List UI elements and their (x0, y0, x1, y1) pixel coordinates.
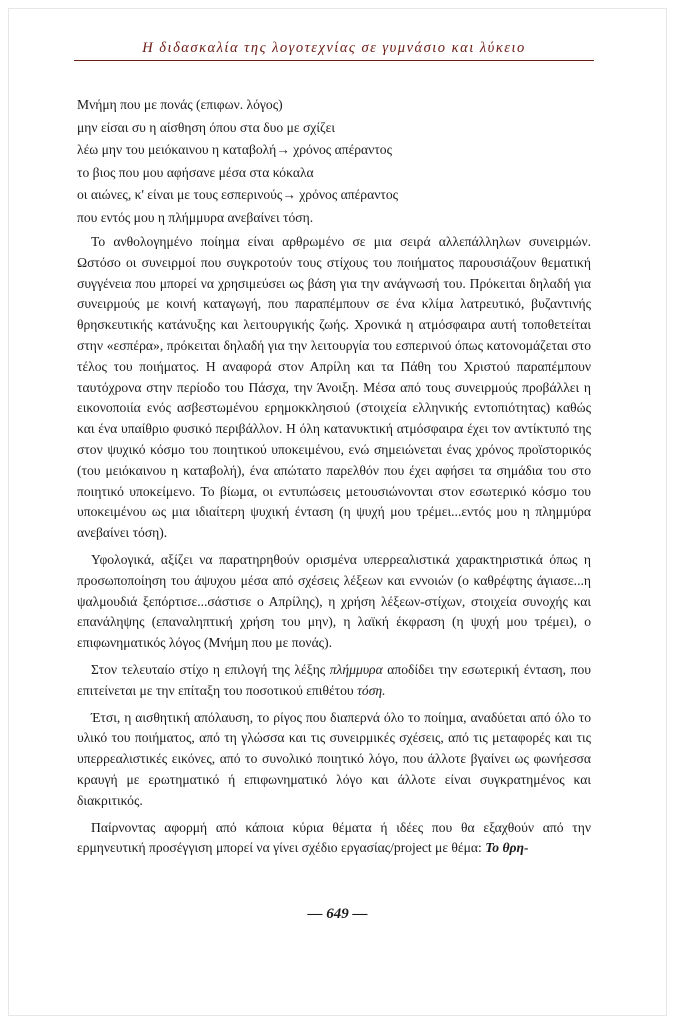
body-text (77, 232, 591, 865)
page-number: — 649 — (307, 906, 368, 922)
poem-line: που εντός μου η πλήμμυρα ανεβαίνει τόση. (77, 209, 314, 225)
paragraph-style: Υφολογικά, αξίζει να παρατηρηθούν ορισμένα υπερρεαλιστικά χαρακτηριστικά όπως η προσωποποίηση του άψυχου μέσα από σχέσεις λέξεων και εννοιών (ο καθρέφτης άγιασε...η ψαλμουδιά ξεπόρτισε...σάστισε ο Απρίλης), η χρήση λέξεων-στίχων, στοιχεία συνοχής και επανάληψης (επαναληπτική χρήση του μην), η λαϊκή έκφραση (η ψυχή μου τρέμει), ο επιφωνηματικός λόγος (Μνήμη που με πονάς). (77, 551, 591, 651)
poem-excerpt (77, 94, 537, 229)
text-run: Παίρνοντας αφορμή από κάποια κύρια θέματα ή ιδέες που θα εξαχθούν από την ερμηνευτική προσέγγιση μπορεί να γίνει σχέδιο εργασίας/project με θέμα: (77, 819, 591, 856)
text-run: Στον τελευταίο στίχο η επιλογή της λέξης (91, 661, 330, 677)
running-header: Η διδασκαλία της λογοτεχνίας σε γυμνάσιο και λύκειο (74, 40, 594, 61)
emphasis-word: τόση. (357, 682, 386, 698)
paragraph-aesthetic: Έτσι, η αισθητική απόλαυση, το ρίγος που διαπερνά όλο το ποίημα, αναδύεται από όλο το υλικό του ποιήματος, από τη γλώσσα και τις συνειρμικές σχέσεις, από τις μεταφορές και τις υπερρεαλιστικές εικόνες, από το συνολικό ποιητικό λόγο, που άλλοτε βγαίνει ως φωνήεσσα κραυγή με ερωτηματικό ή επιφωνηματικό λόγο και άλλοτε είναι συγκρατημένος και διακριτικός. (77, 709, 591, 808)
poem-line: λέω μην του μειόκαινου η καταβολή→ χρόνος απέραντος (77, 142, 392, 157)
project-title: Το θρη- (485, 840, 529, 856)
poem-line: μην είσαι συ η αίσθηση όπου στα δυο με σχίζει (77, 119, 335, 135)
emphasis-word: πλήμμυρα (329, 661, 383, 677)
poem-line: το βιος που μου αφήσανε μέσα στα κόκαλα (77, 164, 314, 180)
text-run: αποδίδει την εσωτερική ένταση, που επιτείνεται με την επίταξη του ποσοτικού επιθέτου (77, 661, 591, 698)
paragraph-last-verse (77, 660, 591, 702)
poem-line: οι αιώνες, κ' είναι με τους εσπερινούς→ χρόνος απέραντος (77, 187, 398, 202)
poem-line: Μνήμη που με πονάς (επιφων. λόγος) (77, 97, 283, 112)
paragraph-project (77, 818, 591, 860)
paragraph-analysis: Το ανθολογημένο ποίημα είναι αρθρωμένο σε μια σειρά αλλεπάλληλων συνειρμών. Ωστόσο οι συνειρμοί που συγκροτούν τους στίχους του ποιήματος παρουσιάζουν θεματική συγγένεια που μπορεί να χρησιμεύσει ως βάση για την ανάγνωσή του. Πρόκειται δηλαδή για συνειρμούς με κοινή καταγωγή, που παραπέμπουν σε ένα κλίμα λατρευτικό, βυζαντινής θρησκευτικής κατάνυξης και λειτουργικής ζωής. Χρονικά η ατμόσφαιρα αυτή τοποθετείται στην «εσπέρα», πρόκειται δηλαδή για την λειτουργία του εσπερινού όπως κατονομάζεται στο τέλος του ποιήματος. Η αναφορά στον Απρίλη και τα Πάθη του Χριστού παραπέμπουν ταυτόχρονα στην περίοδο του Πάσχα, την Άνοιξη. Μέσα από τους συνειρμούς προβάλλει η εικονοποιία ενός ασβεστωμένου ερημοκκλησιού (στοιχεία ελληνικής εντοπιότητας) καθώς και ένα υπαίθριο φυσικό περιβάλλον. Η όλη κατανυκτική ατμόσφαιρα έχει τον αντίκτυπό της στον ψυχικό κόσμο του ποιητικού υποκειμένου, ενώ σημειώνεται ένας χρόνος προϊστορικός (του μειόκαινου η καταβολή), ένα απώτατο παρελθόν που έχει αφήσει τα σημάδια του στο ποιητικό υποκείμενο. Το βίωμα, οι εντυπώσεις μετουσιώνονται στον εσωτερικό κόσμο του υποκειμένου ως μια ιδιαίτερη ψυχική ένταση (η ψυχή μου τρέμει...εντός μου η πλημμύρα ανεβαίνει τόση). (77, 234, 591, 541)
